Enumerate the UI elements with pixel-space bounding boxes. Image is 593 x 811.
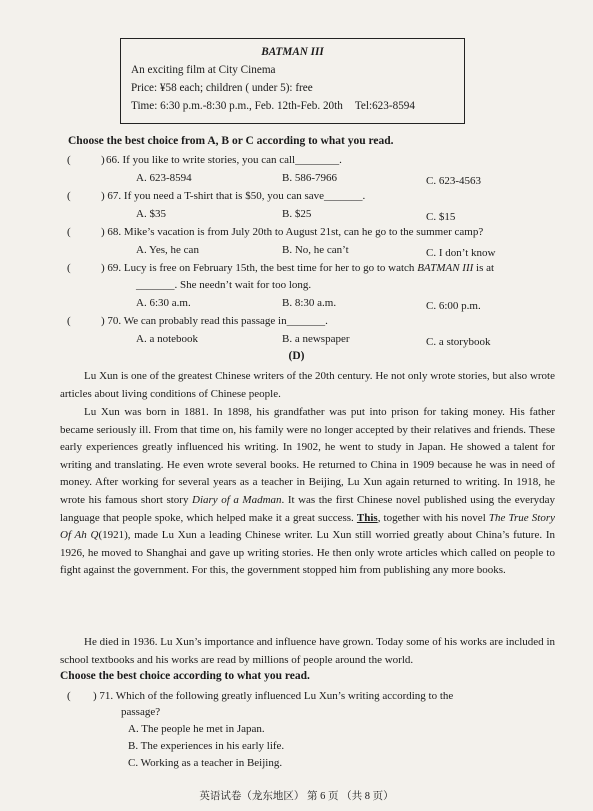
- q66-option-a: A. 623-8594: [136, 172, 192, 184]
- answer-paren: (: [67, 154, 71, 166]
- question-71: [93, 690, 453, 702]
- q68-option-c: C. I don’t know: [426, 247, 496, 259]
- question-number: 67.: [107, 190, 122, 202]
- q67-option-b: B. $25: [282, 208, 312, 220]
- question-text: If you need a T-shirt that is $50, you can save_______.: [123, 190, 366, 202]
- p2-text-a: Lu Xun was born in 1881. In 1898, his grandfather was put into prison for taking money. His father became seriously ill. From that time on, his family were no longer accepted by their relatives and friends. These early experiences greatly influenced his writing. In 1902, he went to study in Japan. He showed a talent for writing and translating. He even wrote several books. He returned to China in 1909 because he was in need of money. After working for several years as a teacher in Beijing, Lu Xun again returned to writing. In 1918, he wrote his famous short story: [60, 406, 555, 506]
- question-67: [101, 190, 365, 202]
- ad-tel: Tel:623-8594: [354, 100, 415, 112]
- section-d-title: (D): [288, 350, 305, 362]
- question-68: [101, 226, 483, 238]
- answer-paren-close: ): [101, 315, 105, 327]
- question-text: Lucy is free on February 15th, the best time for her to go to watch: [123, 262, 418, 274]
- q66-option-c: C. 623-4563: [426, 175, 481, 187]
- ad-line-3: [131, 97, 454, 115]
- q69-option-c: C. 6:00 p.m.: [426, 300, 481, 312]
- passage-paragraph-3: He died in 1936. Lu Xun’s importance and influence have grown. Today some of his works are included in school textbooks and his works are read by millions of people around the world.: [60, 636, 555, 666]
- q69-option-b: B. 8:30 a.m.: [282, 297, 337, 309]
- question-69: [101, 262, 494, 274]
- question-text: We can probably read this passage in_______.: [123, 315, 328, 327]
- ad-line-2: Price: ¥58 each; children ( under 5): free: [131, 82, 313, 94]
- answer-paren: (: [67, 190, 71, 202]
- ad-line-1: An exciting film at City Cinema: [131, 64, 276, 76]
- question-number: 69.: [107, 262, 122, 274]
- question-text: If you like to write stories, you can call________.: [122, 154, 342, 166]
- p2-text-b: . It was the first Chinese novel published using the everyday language that people spoke, which helped make it a great success.: [60, 493, 555, 524]
- ad-time: Time: 6:30 p.m.-8:30 p.m., Feb. 12th-Feb. 20th: [131, 100, 343, 112]
- q70-option-c: C. a storybook: [426, 336, 491, 348]
- section-c-heading: Choose the best choice from A, B or C according to what you read.: [68, 135, 394, 147]
- p2-text-d: (1921), made Lu Xun a leading Chinese writer. Lu Xun still worried greatly about China’s future. In 1926, he moved to Shanghai and gave up writing stories. He then only wrote articles which called on people to fight against the government. For this, the government stopped him from publishing any more books.: [60, 529, 555, 577]
- question-text-end: is at: [473, 262, 495, 274]
- answer-paren-close: ): [101, 190, 105, 202]
- q70-option-b: B. a newspaper: [282, 333, 350, 345]
- answer-paren: (: [67, 315, 71, 327]
- answer-paren-close: ): [101, 262, 105, 274]
- film-title: BATMAN III: [417, 262, 474, 274]
- p2-text-c: , together with his novel: [377, 511, 489, 524]
- q66-option-b: B. 586-7966: [282, 172, 337, 184]
- question-text: Which of the following greatly influenced Lu Xun’s writing according to the: [115, 690, 454, 702]
- question-69-line2: _______. She needn’t wait for too long.: [136, 279, 312, 291]
- question-number: 68.: [107, 226, 122, 238]
- question-number: 70.: [107, 315, 122, 327]
- question-number: 71.: [99, 690, 114, 702]
- passage-paragraph-2: [60, 404, 555, 580]
- batman-ad-box: [120, 38, 465, 124]
- q68-option-b: B. No, he can’t: [282, 244, 349, 256]
- q67-option-a: A. $35: [136, 208, 166, 220]
- q69-option-a: A. 6:30 a.m.: [136, 297, 191, 309]
- q70-option-a: A. a notebook: [136, 333, 199, 345]
- answer-paren-close: ): [93, 690, 97, 702]
- page-footer: 英语试卷（龙东地区） 第 6 页 （共 8 页）: [199, 791, 394, 802]
- question-number: 66.: [106, 154, 120, 166]
- book-title-ah-q: The True Story Of Ah Q: [60, 511, 555, 542]
- answer-paren: (: [67, 690, 71, 702]
- question-70: [101, 315, 328, 327]
- answer-paren-close: ): [101, 226, 105, 238]
- answer-paren-close: ): [101, 154, 105, 166]
- q71-option-c: C. Working as a teacher in Beijing.: [128, 757, 283, 769]
- q68-option-a: A. Yes, he can: [136, 244, 199, 256]
- ad-title: BATMAN III: [261, 46, 324, 58]
- answer-paren: (: [67, 226, 71, 238]
- answer-paren: (: [67, 262, 71, 274]
- question-text: Mike’s vacation is from July 20th to August 21st, can he go to the summer camp?: [123, 226, 484, 238]
- underlined-this: This: [356, 511, 378, 524]
- q67-option-c: C. $15: [426, 211, 456, 223]
- question-66: [106, 154, 342, 166]
- passage-paragraph-1: Lu Xun is one of the greatest Chinese writers of the 20th century. He not only wrote stories, but also wrote articles about living conditions of Chinese people.: [60, 370, 555, 400]
- question-71-line2: passage?: [121, 706, 161, 718]
- q71-option-a: A. The people he met in Japan.: [128, 723, 265, 735]
- book-title-diary: Diary of a Madman: [192, 493, 282, 506]
- q71-option-b: B. The experiences in his early life.: [128, 740, 285, 752]
- section-d-heading: Choose the best choice according to what you read.: [60, 670, 310, 682]
